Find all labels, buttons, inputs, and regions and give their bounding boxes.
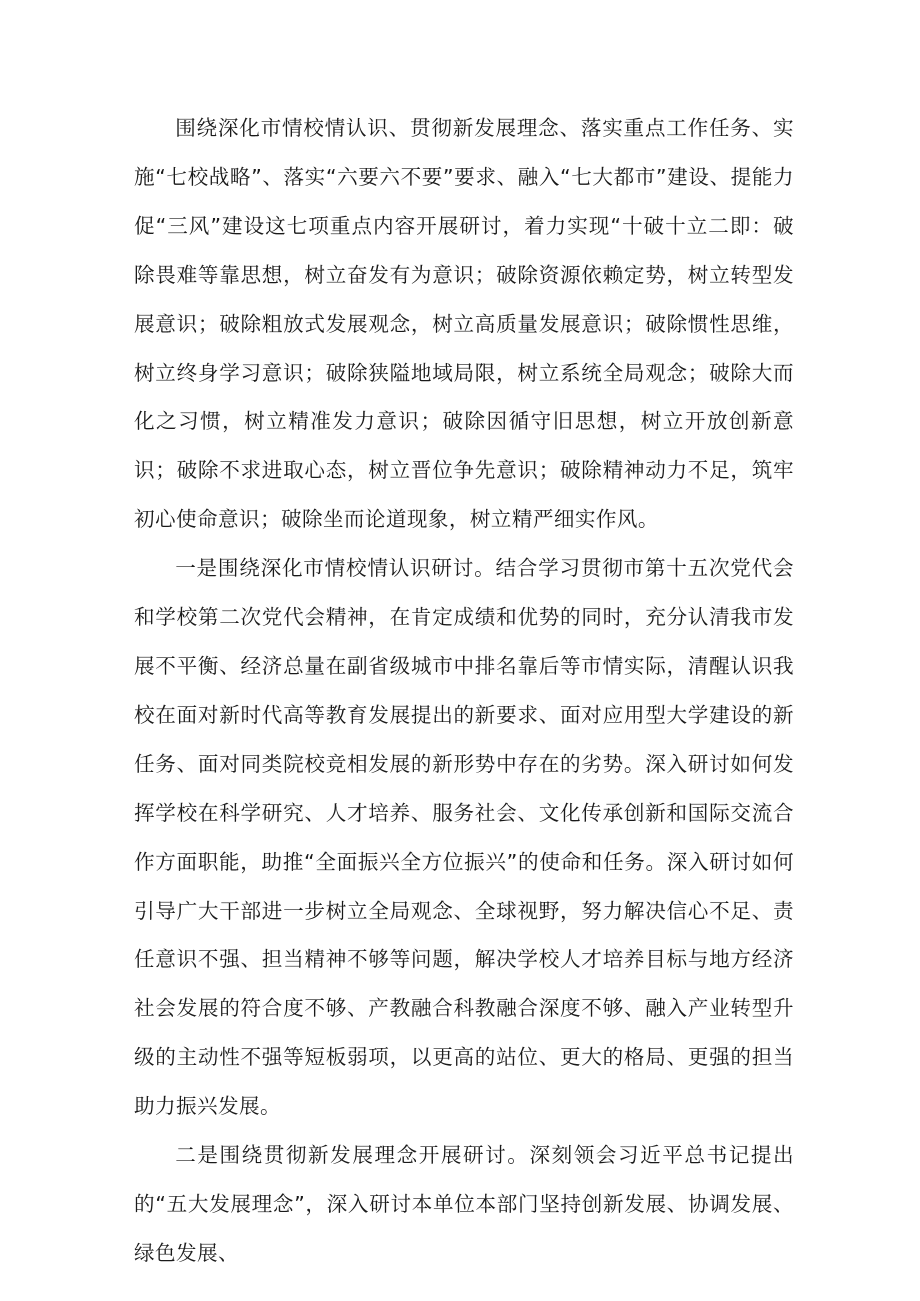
paragraph-point-two: 二是围绕贯彻新发展理念开展研讨。深刻领会习近平总书记提出的“五大发展理念”，深入研讨本单位本部门坚持创新发展、协调发展、绿色发展、 <box>134 1143 794 1265</box>
paragraph-point-one: 一是围绕深化市情校情认识研讨。结合学习贯彻市第十五次党代会和学校第二次党代会精神，在肯定成绩和优势的同时，充分认清我市发展不平衡、经济总量在副省级城市中排名靠后等市情实际，清醒认识我校在面对新时代高等教育发展提出的新要求、面对应用型大学建设的新任务、面对同类院校竞相发展的新形势中存在的劣势。深入研讨如何发挥学校在科学研究、人才培养、服务社会、文化传承创新和国际交流合作方面职能，助推“全面振兴全方位振兴”的使命和任务。深入研讨如何引导广大干部进一步树立全局观念、全球视野，努力解决信心不足、责任意识不强、担当精神不够等问题，解决学校人才培养目标与地方经济社会发展的符合度不够、产教融合科教融合深度不够、融入产业转型升级的主动性不强等短板弱项，以更高的站位、更大的格局、更强的担当助力振兴发展。 <box>134 556 794 1119</box>
document-body <box>134 104 794 1278</box>
paragraph-intro: 围绕深化市情校情认识、贯彻新发展理念、落实重点工作任务、实施“七校战略”、落实“六要六不要”要求、融入“七大都市”建设、提能力促“三风”建设这七项重点内容开展研讨，着力实现“十破十立二即：破除畏难等靠思想，树立奋发有为意识；破除资源依赖定势，树立转型发展意识；破除粗放式发展观念，树立高质量发展意识；破除惯性思维，树立终身学习意识；破除狭隘地域局限，树立系统全局观念；破除大而化之习惯，树立精准发力意识；破除因循守旧思想，树立开放创新意识；破除不求进取心态，树立晋位争先意识；破除精神动力不足，筑牢初心使命意识；破除坐而论道现象，树立精严细实作风。 <box>134 116 794 532</box>
